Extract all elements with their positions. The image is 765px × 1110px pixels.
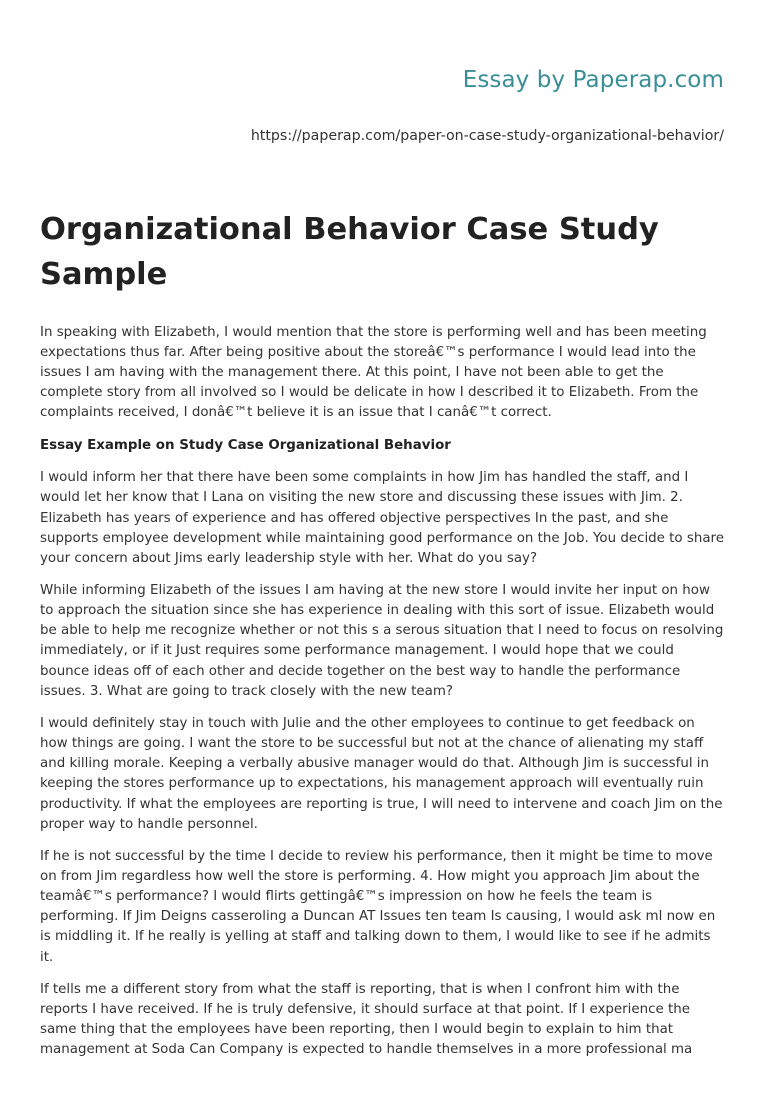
essay-title: Organizational Behavior Case Study Sample: [40, 212, 659, 292]
source-url: https://paperap.com/paper-on-case-study-organizational-behavior/: [250, 128, 724, 144]
paragraph: If tells me a different story from what the staff is reporting, that is when I confront him with the reports I have received. If he is truly defensive, it should surface at that point. If I experience the same thing that the employees have been reporting, then I would begin to explain to him that management at Soda Can Company is expected to handle themselves in a more professional ma: [40, 982, 693, 1058]
section-subheading: Essay Example on Study Case Organizational Behavior: [40, 437, 451, 453]
site-brand-link[interactable]: Essay by Paperap.com: [462, 67, 724, 93]
essay-body: [40, 323, 725, 1073]
paragraph: I would inform her that there have been some complaints in how Jim has handled the staff, and I would let her know that I Lana on visiting the new store and discussing these issues with Jim. 2. Elizabeth has years of experience and has offered objective perspectives In the past, and she supports employee development while maintaining good performance on the Job. You decide to share your concern about Jims early leadership style with her. What do you say?: [40, 470, 724, 566]
paragraph: I would definitely stay in touch with Julie and the other employees to continue to get feedback on how things are going. I want the store to be successful but not at the chance of alienating my staff and killing morale. Keeping a verbally abusive manager would do that. Although Jim is successful in keeping the stores performance up to expectations, his management approach will eventually ruin productivity. If what the employees are reporting is true, I will need to intervene and coach Jim on the proper way to handle personnel.: [40, 716, 723, 832]
paragraph: If he is not successful by the time I decide to review his performance, then it might be time to move on from Jim regardless how well the store is performing. 4. How might you approach Jim about the teamâ€™s performance? I would flirts gettingâ€™s impression on how he feels the team is performing. If Jim Deigns casseroling a Duncan AT Issues ten team Is causing, I would ask ml now en is middling it. If he really is yelling at staff and talking down to them, I would like to see if he admits it.: [40, 849, 716, 965]
paragraph: While informing Elizabeth of the issues I am having at the new store I would invite her input on how to approach the situation since she has experience in dealing with this sort of issue. Elizabeth would be able to help me recognize whether or not this s a serous situation that I need to focus on resolving immediately, or if it Just requires some performance management. I would hope that we could bounce ideas off of each other and decide together on the best way to handle the performance issues. 3. What are going to track closely with the new team?: [40, 583, 724, 699]
paragraph: In speaking with Elizabeth, I would mention that the store is performing well and has been meeting expectations thus far. After being positive about the storeâ€™s performance I would lead into the issues I am having with the management there. At this point, I have not been able to get the complete story from all involved so I would be delicate in how I described it to Elizabeth. From the complaints received, I donâ€™t believe it is an issue that I canâ€™t correct.: [40, 325, 707, 421]
